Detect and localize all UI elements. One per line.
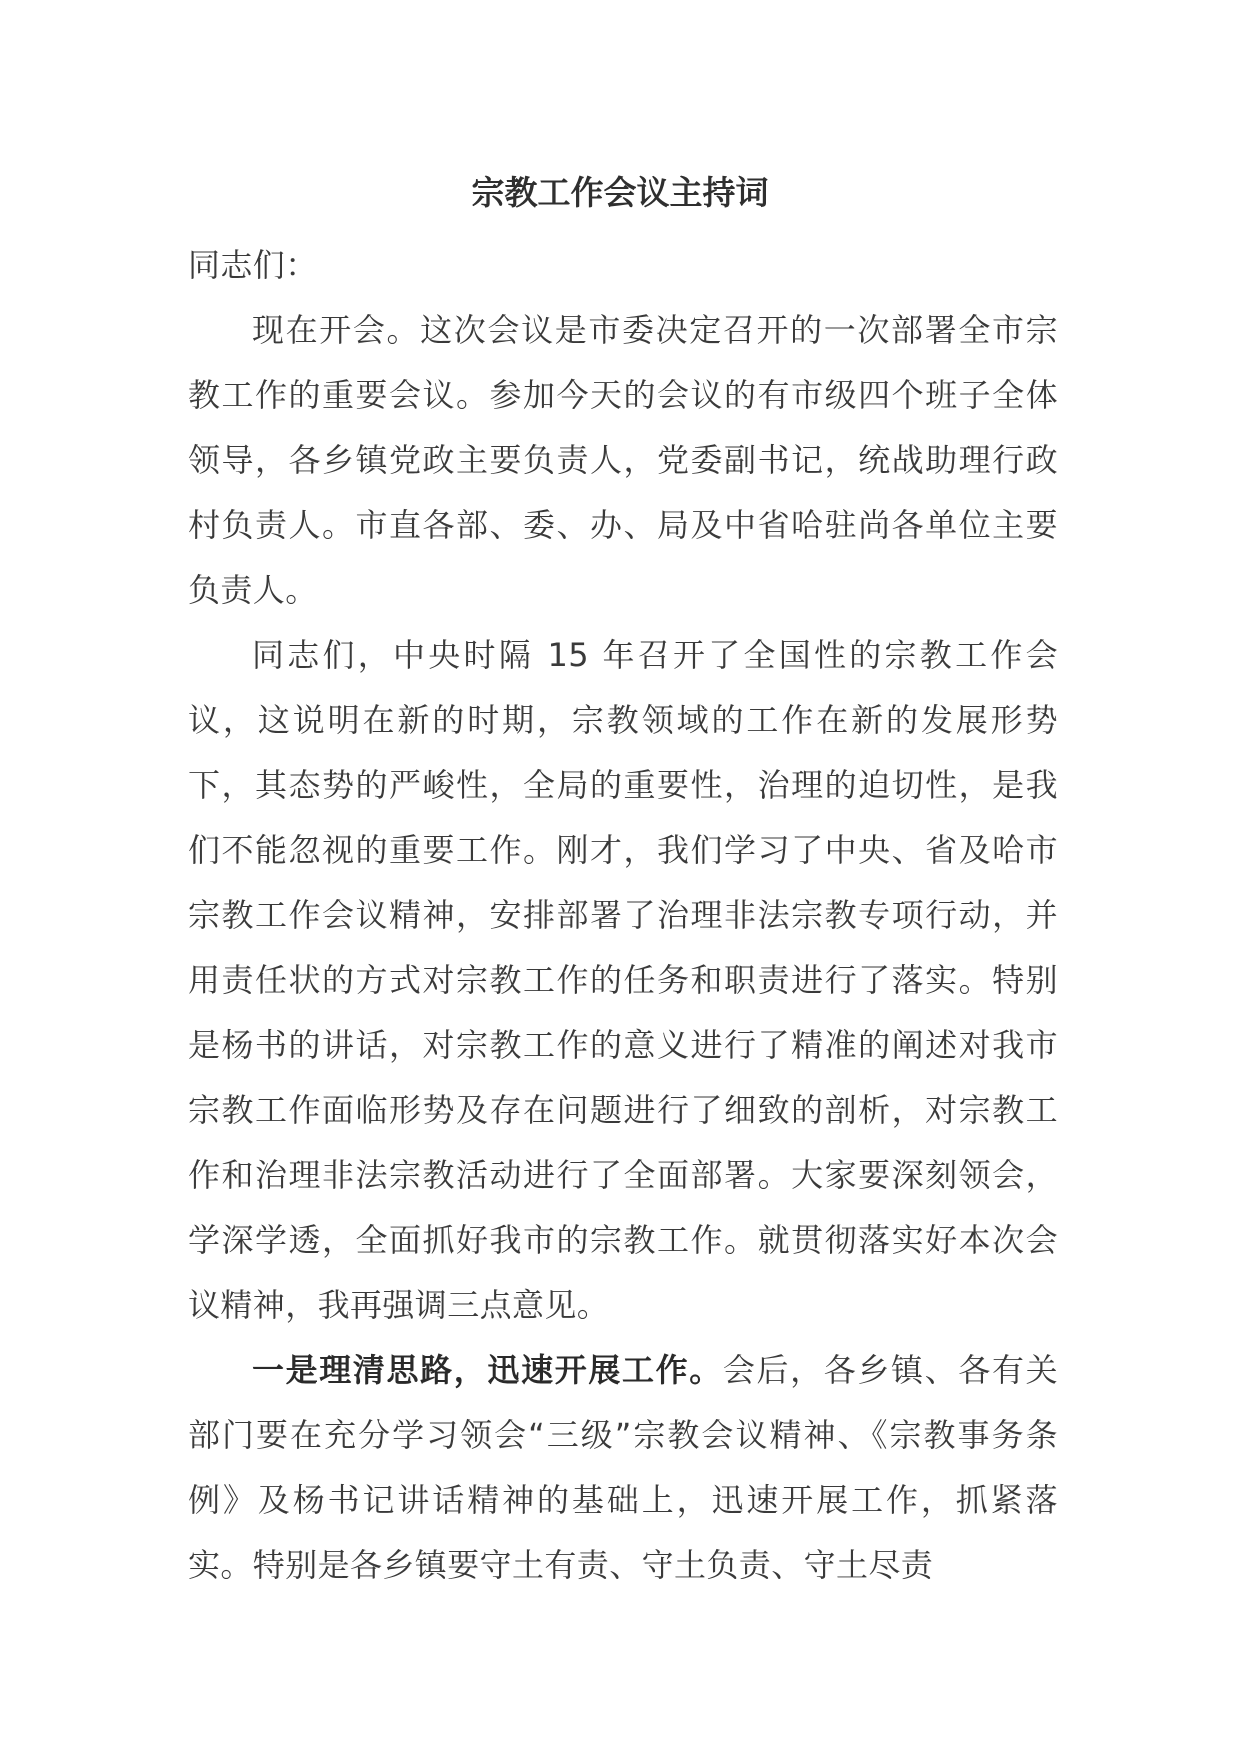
document-title: 宗教工作会议主持词 <box>471 173 769 212</box>
document-body <box>188 233 1058 1598</box>
salutation: 同志们： <box>188 246 318 284</box>
paragraph-central-meeting <box>188 623 1058 1338</box>
paragraph-text: 会后，各乡镇、各有关部门要在充分学习领会“三级”宗教会议精神、《宗教事务条例》及杨书记讲话精神的基础上，迅速开展工作，抓紧落实。特别是各乡镇要守土有责、守土负责、守土尽责 <box>188 1351 1058 1584</box>
paragraph-text: 现在开会。这次会议是市委决定召开的一次部署全市宗教工作的重要会议。参加今天的会议的有市级四个班子全体领导，各乡镇党政主要负责人，党委副书记，统战助理行政村负责人。市直各部、委、办、局及中省哈驻尚各单位主要负责人。 <box>188 311 1058 609</box>
paragraph-text: 同志们，中央时隔 15 年召开了全国性的宗教工作会议，这说明在新的时期，宗教领域的工作在新的发展形势下，其态势的严峻性，全局的重要性，治理的迫切性，是我们不能忽视的重要工作。刚才，我们学习了中央、省及哈市宗教工作会议精神，安排部署了治理非法宗教专项行动，并用责任状的方式对宗教工作的任务和职责进行了落实。特别是杨书的讲话，对宗教工作的意义进行了精准的阐述对我市宗教工作面临形势及存在问题进行了细致的剖析，对宗教工作和治理非法宗教活动进行了全面部署。大家要深刻领会，学深学透，全面抓好我市的宗教工作。就贯彻落实好本次会议精神，我再强调三点意见。 <box>188 636 1058 1324</box>
paragraph-point-one <box>188 1338 1058 1598</box>
paragraph-bold-lead: 一是理清思路，迅速开展工作。 <box>252 1351 723 1389</box>
paragraph-opening <box>188 298 1058 623</box>
